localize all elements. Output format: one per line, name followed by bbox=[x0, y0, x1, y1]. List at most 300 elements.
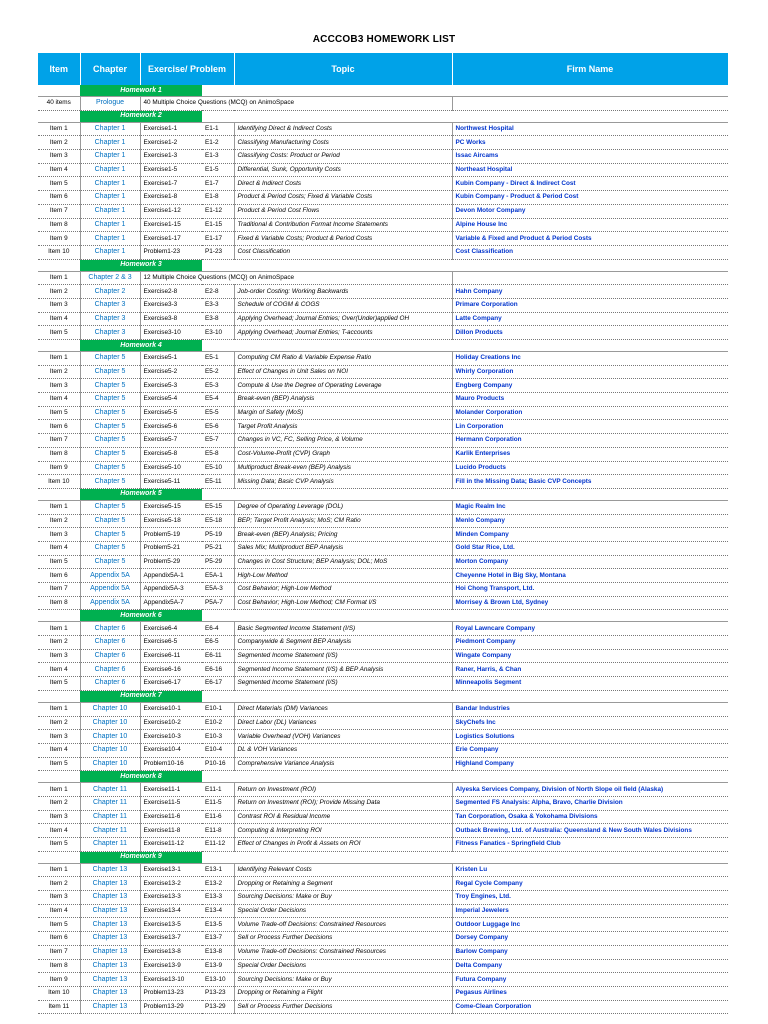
code-cell: E13-4 bbox=[202, 904, 234, 918]
firm-cell: Fitness Fanatics - Springfield Club bbox=[452, 838, 728, 852]
item-cell: Item 10 bbox=[38, 986, 80, 1000]
firm-cell: Fill in the Missing Data; Basic CVP Concepts bbox=[452, 475, 728, 489]
exercise-cell: Exercise13-10 bbox=[140, 973, 202, 987]
item-cell: Item 2 bbox=[38, 636, 80, 650]
table-row bbox=[38, 838, 728, 852]
exercise-cell: Exercise1-8 bbox=[140, 191, 202, 205]
topic-cell: Break-even (BEP) Analysis bbox=[234, 393, 452, 407]
topic-cell: Missing Data; Basic CVP Analysis bbox=[234, 475, 452, 489]
item-cell: Item 4 bbox=[38, 312, 80, 326]
firm-cell: Magic Realm Inc bbox=[452, 500, 728, 514]
item-cell: Item 5 bbox=[38, 177, 80, 191]
firm-cell: Erie Company bbox=[452, 743, 728, 757]
chapter-cell: Chapter 11 bbox=[80, 796, 140, 810]
exercise-cell: Exercise6-4 bbox=[140, 622, 202, 636]
chapter-cell: Appendix 5A bbox=[80, 583, 140, 597]
item-cell: Item 5 bbox=[38, 677, 80, 691]
table-row bbox=[38, 663, 728, 677]
topic-cell: Classifying Costs: Product or Period bbox=[234, 150, 452, 164]
table-row bbox=[38, 583, 728, 597]
topic-cell: Special Order Decisions bbox=[234, 904, 452, 918]
code-cell: P5-19 bbox=[202, 528, 234, 542]
firm-cell bbox=[452, 271, 728, 285]
topic-cell: Changes in Cost Structure; BEP Analysis; DOL; MoS bbox=[234, 555, 452, 569]
firm-cell: Logistics Solutions bbox=[452, 730, 728, 744]
topic-cell: Volume Trade-off Decisions: Constrained Resources bbox=[234, 945, 452, 959]
chapter-cell: Chapter 13 bbox=[80, 973, 140, 987]
code-cell: P5-29 bbox=[202, 555, 234, 569]
item-cell: Item 5 bbox=[38, 838, 80, 852]
chapter-cell: Chapter 13 bbox=[80, 863, 140, 877]
firm-cell: Royal Lawncare Company bbox=[452, 622, 728, 636]
item-cell: Item 7 bbox=[38, 583, 80, 597]
exercise-cell: Problem5-19 bbox=[140, 528, 202, 542]
firm-cell: Outdoor Luggage Inc bbox=[452, 918, 728, 932]
item-cell: Item 3 bbox=[38, 379, 80, 393]
table-row bbox=[38, 122, 728, 136]
item-cell: Item 1 bbox=[38, 783, 80, 797]
code-cell: E5-11 bbox=[202, 475, 234, 489]
item-cell: Item 4 bbox=[38, 393, 80, 407]
table-row bbox=[38, 514, 728, 528]
firm-cell: Devon Motor Company bbox=[452, 204, 728, 218]
chapter-cell: Chapter 5 bbox=[80, 555, 140, 569]
topic-cell: Variable Overhead (VOH) Variances bbox=[234, 730, 452, 744]
topic-cell: Dropping or Retaining a Flight bbox=[234, 986, 452, 1000]
exercise-cell: Exercise5-3 bbox=[140, 379, 202, 393]
item-cell: Item 2 bbox=[38, 136, 80, 150]
item-cell: Item 5 bbox=[38, 757, 80, 771]
exercise-cell: Exercise11-6 bbox=[140, 810, 202, 824]
topic-cell: Identifying Relevant Costs bbox=[234, 863, 452, 877]
column-header-item: Item bbox=[38, 53, 80, 85]
topic-cell: Cost Behavior; High-Low Method; CM Format I/S bbox=[234, 596, 452, 610]
chapter-cell: Chapter 10 bbox=[80, 716, 140, 730]
chapter-cell: Chapter 13 bbox=[80, 986, 140, 1000]
topic-cell: Segmented Income Statement (I/S) bbox=[234, 649, 452, 663]
code-cell: E5A-3 bbox=[202, 583, 234, 597]
firm-cell: Hermann Corporation bbox=[452, 434, 728, 448]
topic-cell: Computing CM Ratio & Variable Expense Ratio bbox=[234, 352, 452, 366]
item-cell: Item 2 bbox=[38, 716, 80, 730]
topic-cell: Contrast ROI & Residual Income bbox=[234, 810, 452, 824]
firm-cell: Regal Cycle Company bbox=[452, 877, 728, 891]
section-header-row bbox=[38, 340, 728, 352]
topic-cell: DL & VOH Variances bbox=[234, 743, 452, 757]
code-cell: E13-1 bbox=[202, 863, 234, 877]
exercise-cell: Problem13-29 bbox=[140, 1000, 202, 1014]
topic-cell: Applying Overhead; Journal Entries; Over(Under)applied OH bbox=[234, 312, 452, 326]
table-row bbox=[38, 312, 728, 326]
exercise-cell: Exercise5-6 bbox=[140, 420, 202, 434]
firm-cell: Delta Company bbox=[452, 959, 728, 973]
exercise-cell: Exercise1-2 bbox=[140, 136, 202, 150]
firm-cell: Morton Company bbox=[452, 555, 728, 569]
firm-cell: Engberg Company bbox=[452, 379, 728, 393]
code-cell: E11-12 bbox=[202, 838, 234, 852]
item-cell: Item 11 bbox=[38, 1000, 80, 1014]
table-row bbox=[38, 541, 728, 555]
firm-cell: Gold Star Rice, Ltd. bbox=[452, 541, 728, 555]
table-row bbox=[38, 555, 728, 569]
section-header-row bbox=[38, 110, 728, 122]
firm-cell: Kubin Company - Product & Period Cost bbox=[452, 191, 728, 205]
section-header-row bbox=[38, 259, 728, 271]
topic-cell: Product & Period Costs; Fixed & Variable Costs bbox=[234, 191, 452, 205]
item-cell: Item 10 bbox=[38, 245, 80, 259]
item-cell: Item 9 bbox=[38, 461, 80, 475]
firm-cell: Alpine House Inc bbox=[452, 218, 728, 232]
item-cell: Item 3 bbox=[38, 810, 80, 824]
firm-cell: Dillon Products bbox=[452, 326, 728, 340]
topic-cell: Differential, Sunk, Opportunity Costs bbox=[234, 163, 452, 177]
code-cell: E6-16 bbox=[202, 663, 234, 677]
code-cell: E10-2 bbox=[202, 716, 234, 730]
topic-cell: Traditional & Contribution Format Income Statements bbox=[234, 218, 452, 232]
chapter-cell: Chapter 5 bbox=[80, 528, 140, 542]
chapter-cell: Chapter 1 bbox=[80, 191, 140, 205]
table-row bbox=[38, 702, 728, 716]
table-row bbox=[38, 379, 728, 393]
topic-cell: Effect of Changes in Unit Sales on NOI bbox=[234, 365, 452, 379]
code-cell: E3-10 bbox=[202, 326, 234, 340]
chapter-cell: Chapter 11 bbox=[80, 783, 140, 797]
chapter-cell: Chapter 11 bbox=[80, 824, 140, 838]
item-cell: Item 5 bbox=[38, 406, 80, 420]
exercise-cell: Exercise5-4 bbox=[140, 393, 202, 407]
item-cell: Item 1 bbox=[38, 122, 80, 136]
exercise-cell: Exercise5-18 bbox=[140, 514, 202, 528]
exercise-cell: Problem5-21 bbox=[140, 541, 202, 555]
item-cell: Item 4 bbox=[38, 163, 80, 177]
item-cell: Item 4 bbox=[38, 743, 80, 757]
code-cell: E5-2 bbox=[202, 365, 234, 379]
code-cell: E5A-1 bbox=[202, 569, 234, 583]
exercise-cell: Exercise10-3 bbox=[140, 730, 202, 744]
section-header-row bbox=[38, 488, 728, 500]
firm-cell: Molander Corporation bbox=[452, 406, 728, 420]
item-cell: Item 6 bbox=[38, 420, 80, 434]
document-title: ACCCOB3 HOMEWORK LIST bbox=[312, 34, 456, 45]
item-cell: Item 3 bbox=[38, 649, 80, 663]
exercise-cell: Exercise10-1 bbox=[140, 702, 202, 716]
firm-cell: Menlo Company bbox=[452, 514, 728, 528]
code-cell: E5-5 bbox=[202, 406, 234, 420]
chapter-cell: Chapter 13 bbox=[80, 932, 140, 946]
chapter-cell: Chapter 13 bbox=[80, 891, 140, 905]
topic-cell: Special Order Decisions bbox=[234, 959, 452, 973]
firm-cell: Raner, Harris, & Chan bbox=[452, 663, 728, 677]
chapter-cell: Chapter 2 bbox=[80, 285, 140, 299]
item-cell: Item 7 bbox=[38, 945, 80, 959]
exercise-cell: Problem5-29 bbox=[140, 555, 202, 569]
topic-cell: Schedule of COGM & COGS bbox=[234, 298, 452, 312]
exercise-cell: Exercise13-8 bbox=[140, 945, 202, 959]
exercise-cell: Exercise13-3 bbox=[140, 891, 202, 905]
topic-cell: Applying Overhead; Journal Entries; T-accounts bbox=[234, 326, 452, 340]
topic-cell: Job-order Costing: Working Backwards bbox=[234, 285, 452, 299]
code-cell: E5-1 bbox=[202, 352, 234, 366]
code-cell: E1-5 bbox=[202, 163, 234, 177]
table-row bbox=[38, 500, 728, 514]
section-label: Homework 7 bbox=[80, 690, 202, 702]
item-cell: Item 1 bbox=[38, 863, 80, 877]
firm-cell: Whirly Corporation bbox=[452, 365, 728, 379]
chapter-cell: Chapter 1 bbox=[80, 122, 140, 136]
item-cell: Item 4 bbox=[38, 824, 80, 838]
chapter-cell: Chapter 3 bbox=[80, 326, 140, 340]
code-cell: E11-6 bbox=[202, 810, 234, 824]
exercise-cell: Problem10-16 bbox=[140, 757, 202, 771]
code-cell: E1-17 bbox=[202, 232, 234, 246]
code-cell: E5-6 bbox=[202, 420, 234, 434]
topic-cell: Changes in VC, FC, Selling Price, & Volume bbox=[234, 434, 452, 448]
chapter-cell: Chapter 10 bbox=[80, 757, 140, 771]
exercise-cell: Problem13-23 bbox=[140, 986, 202, 1000]
item-cell: Item 2 bbox=[38, 365, 80, 379]
chapter-cell: Chapter 6 bbox=[80, 649, 140, 663]
topic-cell: Basic Segmented Income Statement (I/S) bbox=[234, 622, 452, 636]
chapter-cell: Appendix 5A bbox=[80, 569, 140, 583]
table-row bbox=[38, 136, 728, 150]
firm-cell: Hoi Chong Transport, Ltd. bbox=[452, 583, 728, 597]
code-cell: E6-4 bbox=[202, 622, 234, 636]
topic-cell: Segmented Income Statement (I/S) & BEP Analysis bbox=[234, 663, 452, 677]
chapter-cell: Chapter 5 bbox=[80, 434, 140, 448]
table-row bbox=[38, 569, 728, 583]
topic-cell: Sourcing Decisions: Make or Buy bbox=[234, 973, 452, 987]
section-header-row bbox=[38, 771, 728, 783]
code-cell: E11-8 bbox=[202, 824, 234, 838]
item-cell: Item 10 bbox=[38, 475, 80, 489]
firm-cell: Alyeska Services Company, Division of North Slope oil field (Alaska) bbox=[452, 783, 728, 797]
table-row bbox=[38, 986, 728, 1000]
topic-cell: Margin of Safety (MoS) bbox=[234, 406, 452, 420]
exercise-cell: Appendix5A-1 bbox=[140, 569, 202, 583]
code-cell: P5A-7 bbox=[202, 596, 234, 610]
table-row bbox=[38, 932, 728, 946]
table-row bbox=[38, 150, 728, 164]
topic-cell: Effect of Changes in Profit & Assets on ROI bbox=[234, 838, 452, 852]
topic-cell: Multiproduct Break-even (BEP) Analysis bbox=[234, 461, 452, 475]
chapter-cell: Chapter 3 bbox=[80, 298, 140, 312]
exercise-cell: Exercise5-15 bbox=[140, 500, 202, 514]
item-cell: Item 1 bbox=[38, 271, 80, 285]
topic-cell: Return on Investment (ROI) bbox=[234, 783, 452, 797]
item-cell: Item 5 bbox=[38, 326, 80, 340]
table-row bbox=[38, 973, 728, 987]
item-cell: Item 6 bbox=[38, 569, 80, 583]
chapter-cell: Chapter 5 bbox=[80, 406, 140, 420]
chapter-cell: Chapter 5 bbox=[80, 475, 140, 489]
firm-cell: Issac Aircams bbox=[452, 150, 728, 164]
chapter-cell: Chapter 5 bbox=[80, 541, 140, 555]
chapter-cell: Chapter 11 bbox=[80, 810, 140, 824]
column-header-firm: Firm Name bbox=[452, 53, 728, 85]
chapter-cell: Chapter 13 bbox=[80, 918, 140, 932]
firm-cell: Northwest Hospital bbox=[452, 122, 728, 136]
table-row bbox=[38, 475, 728, 489]
item-cell: Item 8 bbox=[38, 218, 80, 232]
code-cell: P5-21 bbox=[202, 541, 234, 555]
firm-cell: Primare Corporation bbox=[452, 298, 728, 312]
table-row bbox=[38, 904, 728, 918]
homework-table bbox=[38, 53, 729, 1014]
table-body bbox=[38, 85, 728, 1014]
code-cell: E3-8 bbox=[202, 312, 234, 326]
table-row bbox=[38, 743, 728, 757]
exercise-cell: Exercise6-17 bbox=[140, 677, 202, 691]
table-row bbox=[38, 891, 728, 905]
chapter-cell: Chapter 5 bbox=[80, 514, 140, 528]
firm-cell: Morrisey & Brown Ltd, Sydney bbox=[452, 596, 728, 610]
description-cell: 12 Multiple Choice Questions (MCQ) on AnimoSpace bbox=[140, 271, 452, 285]
firm-cell: Segmented FS Analysis: Alpha, Bravo, Charlie Division bbox=[452, 796, 728, 810]
table-row bbox=[38, 97, 728, 111]
chapter-cell: Chapter 13 bbox=[80, 945, 140, 959]
code-cell: E13-8 bbox=[202, 945, 234, 959]
exercise-cell: Exercise5-1 bbox=[140, 352, 202, 366]
code-cell: P1-23 bbox=[202, 245, 234, 259]
chapter-cell: Chapter 1 bbox=[80, 218, 140, 232]
table-row bbox=[38, 596, 728, 610]
table-row bbox=[38, 434, 728, 448]
code-cell: E13-5 bbox=[202, 918, 234, 932]
chapter-cell: Chapter 5 bbox=[80, 461, 140, 475]
table-row bbox=[38, 528, 728, 542]
firm-cell: Outback Brewing, Ltd. of Australia: Queensland & New South Wales Divisions bbox=[452, 824, 728, 838]
section-label: Homework 9 bbox=[80, 851, 202, 863]
section-label: Homework 2 bbox=[80, 110, 202, 122]
header-row bbox=[38, 53, 728, 85]
table-row bbox=[38, 677, 728, 691]
item-cell: Item 6 bbox=[38, 191, 80, 205]
firm-cell: Minneapolis Segment bbox=[452, 677, 728, 691]
exercise-cell: Problem1-23 bbox=[140, 245, 202, 259]
table-row bbox=[38, 406, 728, 420]
chapter-cell: Chapter 5 bbox=[80, 365, 140, 379]
firm-cell: Futura Company bbox=[452, 973, 728, 987]
firm-cell: Pegasus Airlines bbox=[452, 986, 728, 1000]
exercise-cell: Exercise11-1 bbox=[140, 783, 202, 797]
chapter-cell: Chapter 1 bbox=[80, 163, 140, 177]
section-label: Homework 8 bbox=[80, 771, 202, 783]
table-row bbox=[38, 796, 728, 810]
exercise-cell: Appendix5A-7 bbox=[140, 596, 202, 610]
topic-cell: Segmented Income Statement (I/S) bbox=[234, 677, 452, 691]
topic-cell: Break-even (BEP) Analysis; Pricing bbox=[234, 528, 452, 542]
item-cell: Item 1 bbox=[38, 622, 80, 636]
item-cell: Item 3 bbox=[38, 891, 80, 905]
topic-cell: BEP; Target Profit Analysis; MoS; CM Ratio bbox=[234, 514, 452, 528]
topic-cell: Cost Behavior; High-Low Method bbox=[234, 583, 452, 597]
topic-cell: Degree of Operating Leverage (DOL) bbox=[234, 500, 452, 514]
exercise-cell: Exercise11-12 bbox=[140, 838, 202, 852]
table-row bbox=[38, 393, 728, 407]
exercise-cell: Exercise2-8 bbox=[140, 285, 202, 299]
topic-cell: Computing & Interpreting ROI bbox=[234, 824, 452, 838]
section-header-row bbox=[38, 851, 728, 863]
code-cell: E1-8 bbox=[202, 191, 234, 205]
chapter-cell: Chapter 5 bbox=[80, 500, 140, 514]
item-cell: Item 3 bbox=[38, 528, 80, 542]
chapter-cell: Chapter 13 bbox=[80, 1000, 140, 1014]
code-cell: E11-5 bbox=[202, 796, 234, 810]
code-cell: E3-3 bbox=[202, 298, 234, 312]
topic-cell: Sales Mix; Multiproduct BEP Analysis bbox=[234, 541, 452, 555]
item-cell: Item 2 bbox=[38, 285, 80, 299]
exercise-cell: Exercise13-7 bbox=[140, 932, 202, 946]
exercise-cell: Exercise1-5 bbox=[140, 163, 202, 177]
item-cell: 40 items bbox=[38, 97, 80, 111]
firm-cell: Tan Corporation, Osaka & Yokohama Divisions bbox=[452, 810, 728, 824]
exercise-cell: Exercise1-3 bbox=[140, 150, 202, 164]
column-header-exercise: Exercise/ Problem bbox=[140, 53, 234, 85]
item-cell: Item 1 bbox=[38, 352, 80, 366]
firm-cell: Lucido Products bbox=[452, 461, 728, 475]
code-cell: E13-2 bbox=[202, 877, 234, 891]
topic-cell: High-Low Method bbox=[234, 569, 452, 583]
exercise-cell: Exercise1-12 bbox=[140, 204, 202, 218]
table-row bbox=[38, 218, 728, 232]
code-cell: E5-7 bbox=[202, 434, 234, 448]
table-row bbox=[38, 365, 728, 379]
table-row bbox=[38, 810, 728, 824]
code-cell: E1-12 bbox=[202, 204, 234, 218]
item-cell: Item 6 bbox=[38, 932, 80, 946]
exercise-cell: Exercise1-1 bbox=[140, 122, 202, 136]
column-header-chapter: Chapter bbox=[80, 53, 140, 85]
table-row bbox=[38, 649, 728, 663]
exercise-cell: Exercise11-8 bbox=[140, 824, 202, 838]
firm-cell: Mauro Products bbox=[452, 393, 728, 407]
exercise-cell: Exercise3-3 bbox=[140, 298, 202, 312]
table-row bbox=[38, 945, 728, 959]
topic-cell: Fixed & Variable Costs; Product & Period Costs bbox=[234, 232, 452, 246]
exercise-cell: Exercise5-2 bbox=[140, 365, 202, 379]
firm-cell: Imperial Jewelers bbox=[452, 904, 728, 918]
code-cell: E2-8 bbox=[202, 285, 234, 299]
chapter-cell: Chapter 1 bbox=[80, 136, 140, 150]
topic-cell: Companywide & Segment BEP Analysis bbox=[234, 636, 452, 650]
code-cell: E10-3 bbox=[202, 730, 234, 744]
chapter-cell: Chapter 3 bbox=[80, 312, 140, 326]
chapter-cell: Chapter 13 bbox=[80, 904, 140, 918]
chapter-cell: Chapter 10 bbox=[80, 743, 140, 757]
chapter-cell: Chapter 5 bbox=[80, 352, 140, 366]
item-cell: Item 7 bbox=[38, 434, 80, 448]
topic-cell: Sell or Process Further Decisions bbox=[234, 932, 452, 946]
code-cell: E13-9 bbox=[202, 959, 234, 973]
chapter-cell: Chapter 5 bbox=[80, 393, 140, 407]
table-row bbox=[38, 420, 728, 434]
code-cell: E5-3 bbox=[202, 379, 234, 393]
firm-cell: Hahn Company bbox=[452, 285, 728, 299]
code-cell: E1-1 bbox=[202, 122, 234, 136]
code-cell: E6-5 bbox=[202, 636, 234, 650]
exercise-cell: Exercise1-15 bbox=[140, 218, 202, 232]
topic-cell: Target Profit Analysis bbox=[234, 420, 452, 434]
code-cell: E11-1 bbox=[202, 783, 234, 797]
item-cell: Item 2 bbox=[38, 877, 80, 891]
firm-cell: Kubin Company - Direct & Indirect Cost bbox=[452, 177, 728, 191]
code-cell: E1-15 bbox=[202, 218, 234, 232]
exercise-cell: Exercise5-11 bbox=[140, 475, 202, 489]
code-cell: E6-17 bbox=[202, 677, 234, 691]
code-cell: E13-3 bbox=[202, 891, 234, 905]
code-cell: E10-4 bbox=[202, 743, 234, 757]
item-cell: Item 3 bbox=[38, 150, 80, 164]
